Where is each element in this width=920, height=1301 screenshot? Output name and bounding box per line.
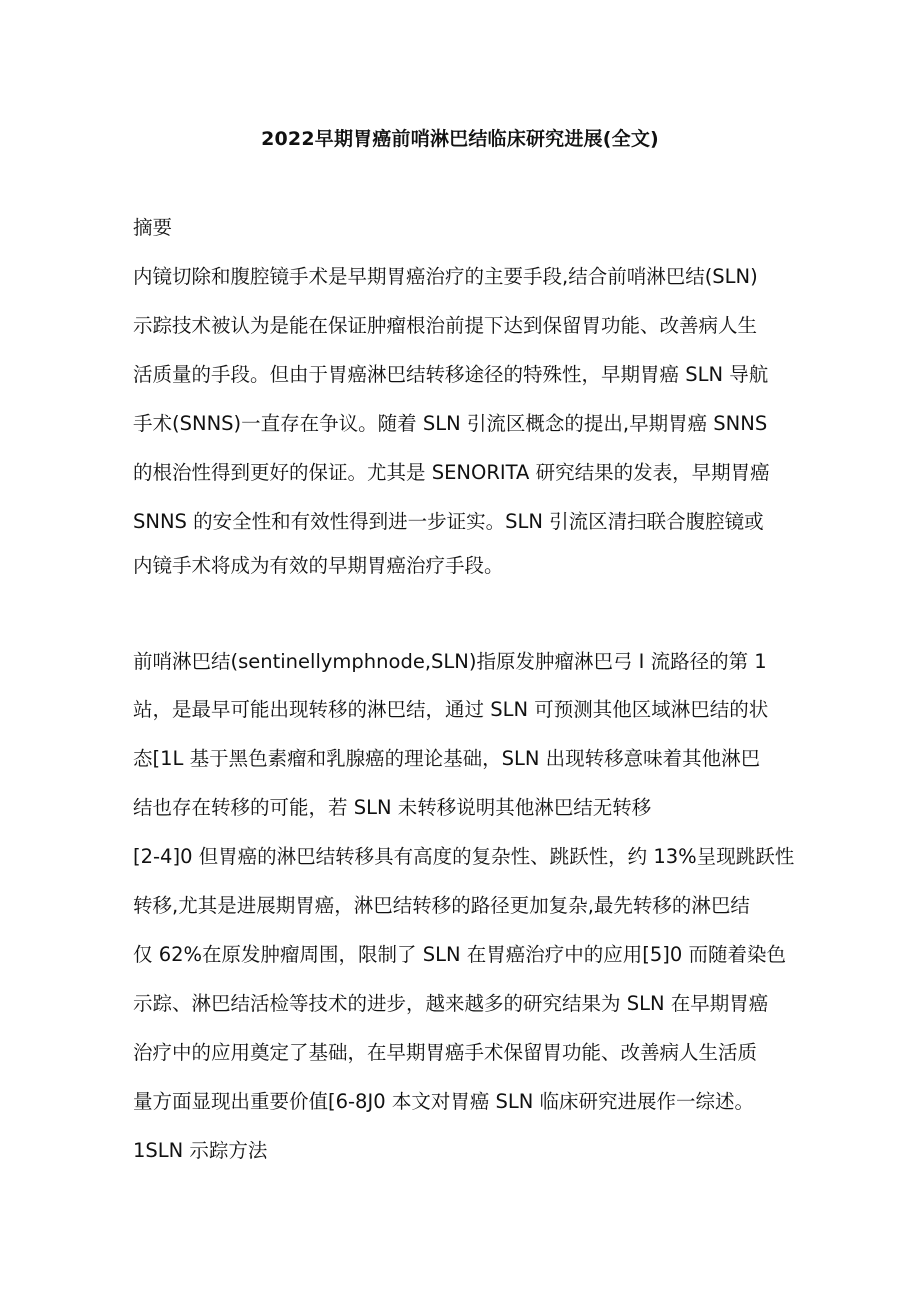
- body-line: 态[1L 基于黑色素瘤和乳腺癌的理论基础，SLN 出现转移意味着其他淋巴: [133, 747, 761, 770]
- abstract-heading: 摘要: [133, 216, 173, 239]
- document-title: 2022早期胃癌前哨淋巴结临床研究进展(全文): [261, 128, 659, 150]
- body-line: 仅 62%在原发肿瘤周围，限制了 SLN 在胃癌治疗中的应用[5]0 而随着染色: [133, 943, 786, 966]
- abstract-line: 手术(SNNS)一直存在争议。随着 SLN 引流区概念的提出,早期胃癌 SNNS: [133, 412, 768, 435]
- body-line: 治疗中的应用奠定了基础，在早期胃癌手术保留胃功能、改善病人生活质: [133, 1041, 758, 1064]
- abstract-line: SNNS 的安全性和有效性得到进一步证实。SLN 引流区清扫联合腹腔镜或: [133, 510, 764, 533]
- abstract-line: 活质量的手段。但由于胃癌淋巴结转移途径的特殊性，早期胃癌 SLN 导航: [133, 363, 769, 386]
- body-line: 示踪、淋巴结活检等技术的进步，越来越多的研究结果为 SLN 在早期胃癌: [133, 992, 769, 1015]
- body-line: 转移,尤其是进展期胃癌，淋巴结转移的路径更加复杂,最先转移的淋巴结: [133, 894, 750, 917]
- body-line: 站，是最早可能出现转移的淋巴结，通过 SLN 可预测其他区域淋巴结的状: [133, 698, 769, 721]
- abstract-line: 内镜切除和腹腔镜手术是早期胃癌治疗的主要手段,结合前哨淋巴结(SLN): [133, 265, 758, 288]
- body-line: 结也存在转移的可能，若 SLN 未转移说明其他淋巴结无转移: [133, 796, 652, 819]
- abstract-line: 的根治性得到更好的保证。尤其是 SENORITA 研究结果的发表，早期胃癌: [133, 461, 770, 484]
- abstract-line: 内镜手术将成为有效的早期胃癌治疗手段。: [133, 554, 504, 577]
- body-line: 量方面显现出重要价值[6-8J0 本文对胃癌 SLN 临床研究进展作一综述。: [133, 1090, 755, 1113]
- abstract-line: 示踪技术被认为是能在保证肿瘤根治前提下达到保留胃功能、改善病人生: [133, 314, 758, 337]
- body-line: [2-4]0 但胃癌的淋巴结转移具有高度的复杂性、跳跃性，约 13%呈现跳跃性: [133, 845, 795, 868]
- section-heading: 1SLN 示踪方法: [133, 1139, 268, 1162]
- body-line: 前哨淋巴结(sentinellymphnode,SLN)指原发肿瘤淋巴弓 I 流路径的第 1: [133, 650, 767, 673]
